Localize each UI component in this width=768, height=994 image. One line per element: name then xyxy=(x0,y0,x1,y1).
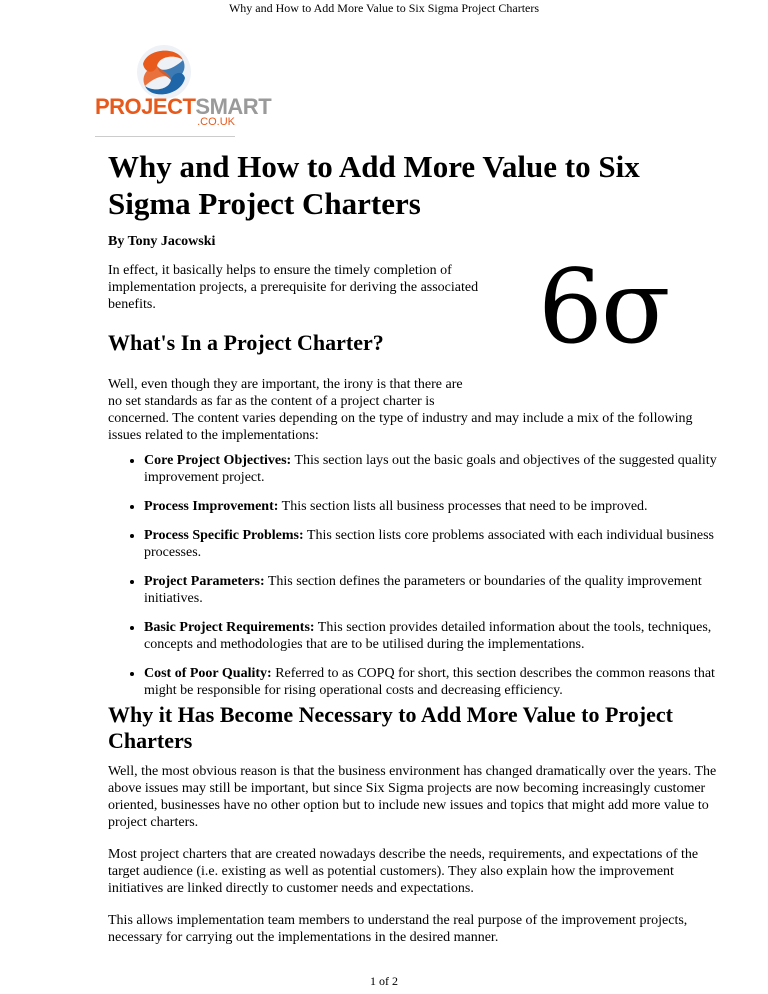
page-number: 1 of 2 xyxy=(370,974,398,988)
list-item-text: This section lists core problems associated with each individual business processes. xyxy=(144,528,715,560)
list-item xyxy=(144,527,749,561)
logo-divider xyxy=(95,136,235,137)
section2-paragraph-2: Most project charters that are created nowadays describe the needs, requirements, and expectations of the target audience (i.e. existing as well as potential customers). They also explain how the improvement initiatives are linked directly to customer needs and expectations. xyxy=(108,847,699,896)
charter-issues-list xyxy=(108,452,749,711)
list-item-text: Referred to as COPQ for short, this section describes the common reasons that might be responsible for rising operational costs and decreasing efficiency. xyxy=(144,666,715,698)
list-item-text: This section provides detailed information about the tools, techniques, concepts and methodologies that are to be utilised during the implementations. xyxy=(144,620,712,652)
article-byline: By Tony Jacowski xyxy=(108,234,216,249)
section-heading-add-value: Why it Has Become Necessary to Add More Value to Project Charters xyxy=(108,702,673,753)
list-item-term: Basic Project Requirements: xyxy=(144,620,315,635)
list-item-term: Process Improvement: xyxy=(144,499,279,514)
list-item-text: This section lists all business processes that need to be improved. xyxy=(278,499,648,514)
list-item xyxy=(144,498,749,515)
list-item-text: This section lays out the basic goals and objectives of the suggested quality improvement project. xyxy=(144,453,717,485)
section2-paragraph-3: This allows implementation team members to understand the real purpose of the improvement projects, necessary for carrying out the implementations in the desired manner. xyxy=(108,913,688,945)
section-heading-project-charter: What's In a Project Charter? xyxy=(108,330,384,355)
section1-paragraph xyxy=(108,376,713,444)
logo-word-project: PROJECT xyxy=(95,94,196,119)
section2-paragraph-1: Well, the most obvious reason is that the business environment has changed dramatically over the years. The above issues may still be important, but since Six Sigma projects are now becoming increasingly customer oriented, businesses have no other option but to include new issues and topics that might add more value to project charters. xyxy=(108,764,717,830)
article-title: Why and How to Add More Value to Six Sigma Project Charters xyxy=(108,149,640,221)
list-item xyxy=(144,573,749,607)
list-item xyxy=(144,619,749,653)
six-sigma-symbol: 6σ xyxy=(538,248,669,367)
list-item xyxy=(144,665,749,699)
intro-paragraph: In effect, it basically helps to ensure the timely completion of implementation projects, a prerequisite for deriving the associated benefits. xyxy=(108,263,479,312)
projectsmart-logo[interactable] xyxy=(95,44,272,134)
list-item-term: Cost of Poor Quality: xyxy=(144,666,272,681)
section1-rest: concerned. The content varies depending on the type of industry and may include a mix of the following issues related to the implementations: xyxy=(108,411,693,443)
list-item-term: Project Parameters: xyxy=(144,574,265,589)
section1-line2: no set standards as far as the content of a project charter is xyxy=(108,394,435,409)
logo-word-smart: SMART xyxy=(195,94,272,119)
list-item-term: Process Specific Problems: xyxy=(144,528,304,543)
section1-line1: Well, even though they are important, the irony is that there are xyxy=(108,377,463,392)
list-item-text: This section defines the parameters or boundaries of the quality improvement initiatives. xyxy=(144,574,702,606)
list-item xyxy=(144,452,749,486)
print-header-title: Why and How to Add More Value to Six Sigma Project Charters xyxy=(228,1,540,15)
list-item-term: Core Project Objectives: xyxy=(144,453,292,468)
logo-domain: .CO.UK xyxy=(197,116,235,128)
